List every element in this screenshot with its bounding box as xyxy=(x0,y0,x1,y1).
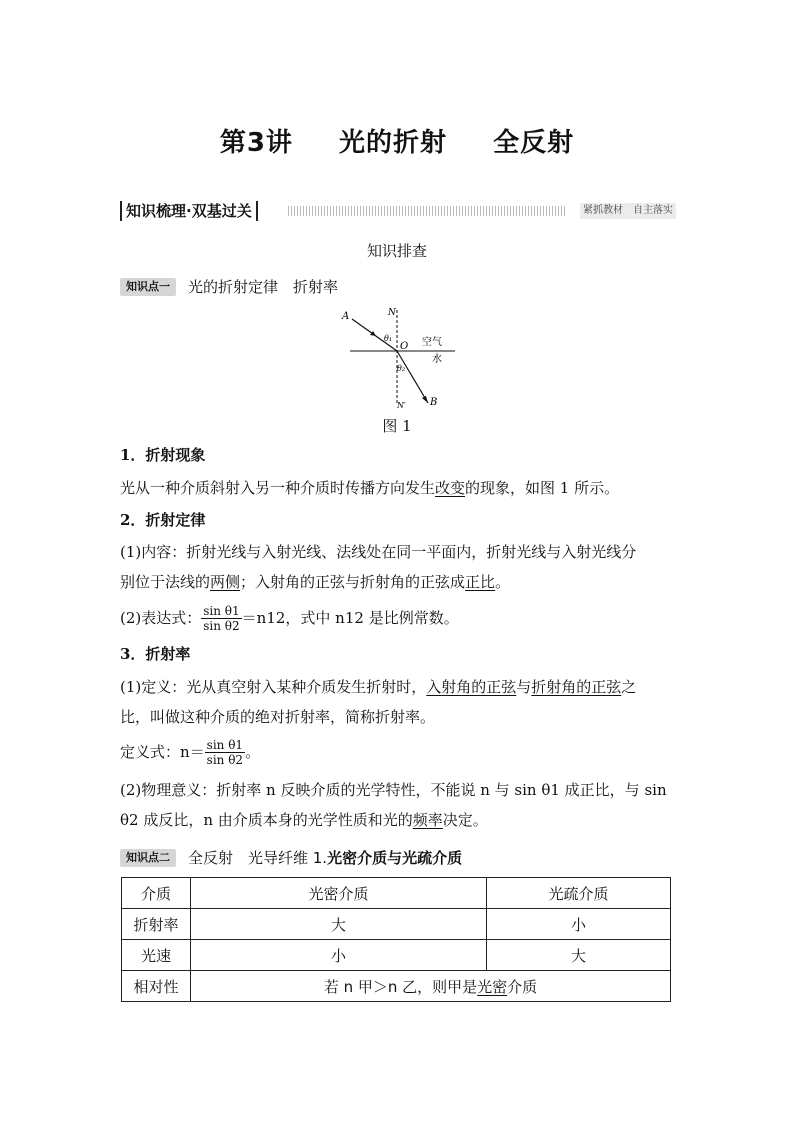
kp1-badge: 知识点一 xyxy=(120,278,176,296)
title-topic-total-reflection: 全反射 xyxy=(493,128,575,158)
banner-dotted-rule xyxy=(288,206,566,216)
blank-two-sides: 两侧 xyxy=(210,573,241,591)
label-theta2: θ₂ xyxy=(397,364,406,373)
label-N-prime: N′ xyxy=(397,401,406,410)
table-header: 光疏介质 xyxy=(487,878,671,909)
s3-definition: 定义式：n＝ $\frac{\text{sin θ1}}{\text{sin θ2}}$ 。 xyxy=(120,737,261,767)
medium-comparison-table xyxy=(121,877,671,1002)
s2-heading: 2．折射定律 xyxy=(120,511,206,529)
title-topic-refraction: 光的折射 xyxy=(339,128,448,158)
blank-sin-incident: 入射角的正弦 xyxy=(426,678,517,696)
s2-p1-line1: (1)内容：折射光线与入射光线、法线处在同一平面内，折射光线与入射光线分 xyxy=(120,543,637,561)
label-B: B xyxy=(430,397,438,408)
kp1-heading: 光的折射定律 折射率 xyxy=(188,278,339,296)
table-header: 光密介质 xyxy=(191,878,487,909)
table-row xyxy=(122,971,671,1002)
s2-p2-expression: (2)表达式： $\frac{\text{sin θ1}}{\text{sin θ2}}$ ＝n12，式中 n12 是比例常数。 xyxy=(120,603,459,633)
kp2-heading: 全反射 光导纤维 1.光密介质与光疏介质 xyxy=(188,849,463,867)
table-cell: 光速 xyxy=(122,940,191,971)
kp2-badge: 知识点二 xyxy=(120,849,176,867)
refraction-diagram xyxy=(340,305,470,410)
section-banner xyxy=(120,201,676,221)
s3-p1-line2: 比，叫做这种介质的绝对折射率，简称折射率。 xyxy=(120,708,436,726)
label-theta1: θ₁ xyxy=(384,334,393,343)
table-cell: 大 xyxy=(487,940,671,971)
blank-optically-denser: 光密 xyxy=(477,977,508,996)
label-N: N xyxy=(388,308,396,318)
table-cell: 折射率 xyxy=(122,909,191,940)
s2-p1-line2: 别位于法线的两侧；入射角的正弦与折射角的正弦成正比。 xyxy=(120,573,511,591)
blank-change: 改变 xyxy=(435,479,466,497)
label-air: 空气 xyxy=(422,337,442,348)
snell-fraction: $\frac{\text{sin θ1}}{\text{sin θ2}}$ xyxy=(203,603,240,633)
s3-p2-line2: θ2 成反比，n 由介质本身的光学性质和光的频率决定。 xyxy=(120,811,488,829)
table-header: 介质 xyxy=(122,878,191,909)
s1-heading: 1．折射现象 xyxy=(120,446,206,464)
table-header-row xyxy=(122,878,671,909)
knowledge-point-1 xyxy=(120,276,338,298)
s3-p1-line1: (1)定义：光从真空射入某种介质发生折射时，入射角的正弦与折射角的正弦之 xyxy=(120,678,637,696)
label-A: A xyxy=(342,311,350,322)
label-O: O xyxy=(400,341,409,352)
blank-proportional: 正比 xyxy=(465,573,496,591)
s3-heading: 3．折射率 xyxy=(120,645,191,663)
table-cell-relative: 若 n 甲＞n 乙，则甲是光密介质 xyxy=(191,971,671,1002)
table-cell: 小 xyxy=(487,909,671,940)
banner-label: 知识梳理·双基过关 xyxy=(120,201,258,221)
table-cell: 大 xyxy=(191,909,487,940)
blank-sin-refraction: 折射角的正弦 xyxy=(531,678,622,696)
table-cell: 相对性 xyxy=(122,971,191,1002)
subtitle: 知识排查 xyxy=(366,242,427,260)
knowledge-point-2 xyxy=(120,847,462,869)
table-row xyxy=(122,940,671,971)
definition-fraction: $\frac{\text{sin θ1}}{\text{sin θ2}}$ xyxy=(206,737,244,767)
refracted-ray xyxy=(397,351,428,403)
lecture-number: 第3讲 xyxy=(219,128,293,158)
s1-paragraph: 光从一种介质斜射入另一种介质时传播方向发生改变的现象，如图 1 所示。 xyxy=(120,479,620,497)
s3-p2-line1: (2)物理意义：折射率 n 反映介质的光学特性，不能说 n 与 sin θ1 成正比，与 sin xyxy=(120,781,667,799)
table-cell: 小 xyxy=(191,940,487,971)
table-row xyxy=(122,909,671,940)
figure-caption: 图 1 xyxy=(382,417,412,435)
label-water: 水 xyxy=(432,354,442,365)
banner-tag: 紧抓教材 自主落实 xyxy=(580,203,676,219)
refracted-arrow xyxy=(422,396,428,403)
blank-frequency: 频率 xyxy=(412,811,443,829)
page-title xyxy=(0,122,794,159)
